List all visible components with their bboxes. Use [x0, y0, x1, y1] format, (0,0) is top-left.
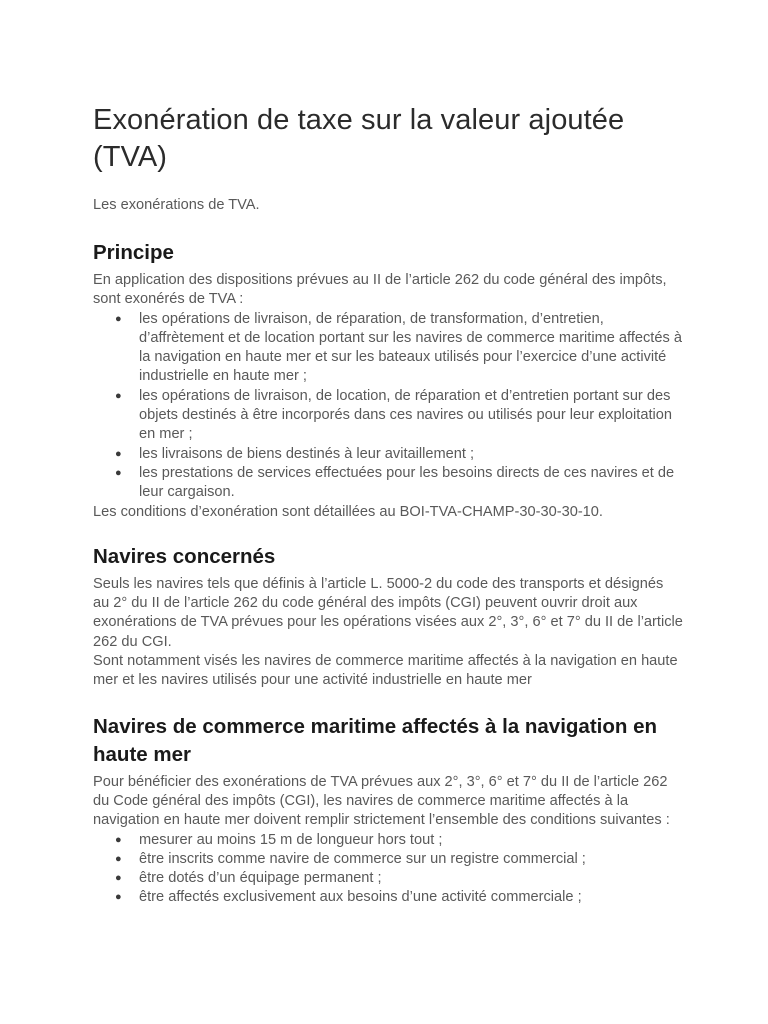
bullet-list-principe — [93, 310, 683, 503]
bullet-icon: ● — [115, 466, 122, 479]
section-heading-navires-commerce: Navires de commerce maritime affectés à la navigation en haute mer — [93, 714, 658, 766]
section-heading-principe: Principe — [93, 241, 174, 264]
list-item-text: les livraisons de biens destinés à leur avitaillement ; — [139, 445, 475, 462]
bullet-icon: ● — [115, 312, 122, 325]
list-item-text: les prestations de services effectuées pour les besoins directs de ces navires et de leur cargaison. — [139, 464, 675, 501]
section-outro-principe: Les conditions d’exonération sont détaillées au BOI-TVA-CHAMP-30-30-30-10. — [93, 503, 603, 520]
document-page — [93, 102, 683, 908]
bullet-list-conditions — [93, 831, 683, 908]
list-item — [93, 387, 683, 445]
list-item — [93, 445, 683, 464]
bullet-icon: ● — [115, 833, 122, 846]
list-item-text: être affectés exclusivement aux besoins d’une activité commerciale ; — [139, 889, 582, 906]
list-item — [93, 310, 683, 387]
bullet-icon: ● — [115, 872, 122, 885]
bullet-icon: ● — [115, 891, 122, 904]
bullet-icon: ● — [115, 852, 122, 865]
list-item — [93, 888, 683, 907]
list-item-text: être dotés d’un équipage permanent ; — [139, 870, 382, 887]
page-title: Exonération de taxe sur la valeur ajoutée (TVA) — [93, 104, 625, 173]
list-item-text: les opérations de livraison, de réparation, de transformation, d’entretien, d’affrètement et de location portant sur les navires de commerce maritime affectés à la navigation en haute mer et sur les bateaux utilisés pour l’exercice d’une activité industrielle en haute mer ; — [139, 310, 682, 385]
paragraph: Sont notamment visés les navires de commerce maritime affectés à la navigation en haute mer et les navires utilisés pour une activité industrielle en haute mer — [93, 653, 678, 689]
list-item — [93, 831, 683, 850]
list-item-text: être inscrits comme navire de commerce sur un registre commercial ; — [139, 850, 586, 867]
list-item — [93, 464, 683, 503]
bullet-icon: ● — [115, 447, 122, 460]
list-item-text: mesurer au moins 15 m de longueur hors tout ; — [139, 831, 443, 848]
list-item-text: les opérations de livraison, de location, de réparation et d’entretien portant sur des objets destinés à être incorporés dans ces navires ou utilisés pour leur exploitation en mer ; — [139, 387, 672, 443]
page-subtitle: Les exonérations de TVA. — [93, 197, 260, 213]
list-item — [93, 850, 683, 869]
section-heading-navires-concernes: Navires concernés — [93, 544, 276, 568]
section-intro-principe: En application des dispositions prévues au II de l’article 262 du code général des impôts, sont exonérés de TVA : — [93, 272, 667, 308]
paragraph: Seuls les navires tels que définis à l’article L. 5000-2 du code des transports et désignés au 2° du II de l’article 262 du code général des impôts (CGI) peuvent ouvrir droit aux exonérations de TVA prévues pour les opérations visées aux 2°, 3°, 6° et 7° du II de l’article 262 du CGI. — [93, 575, 683, 650]
list-item — [93, 869, 683, 888]
section-intro-navires-commerce: Pour bénéficier des exonérations de TVA prévues aux 2°, 3°, 6° et 7° du II de l’article 262 du Code général des impôts (CGI), les navires de commerce maritime affectés à la navigation en haute mer doivent remplir strictement l’ensemble des conditions suivantes : — [93, 773, 670, 829]
bullet-icon: ● — [115, 389, 122, 402]
